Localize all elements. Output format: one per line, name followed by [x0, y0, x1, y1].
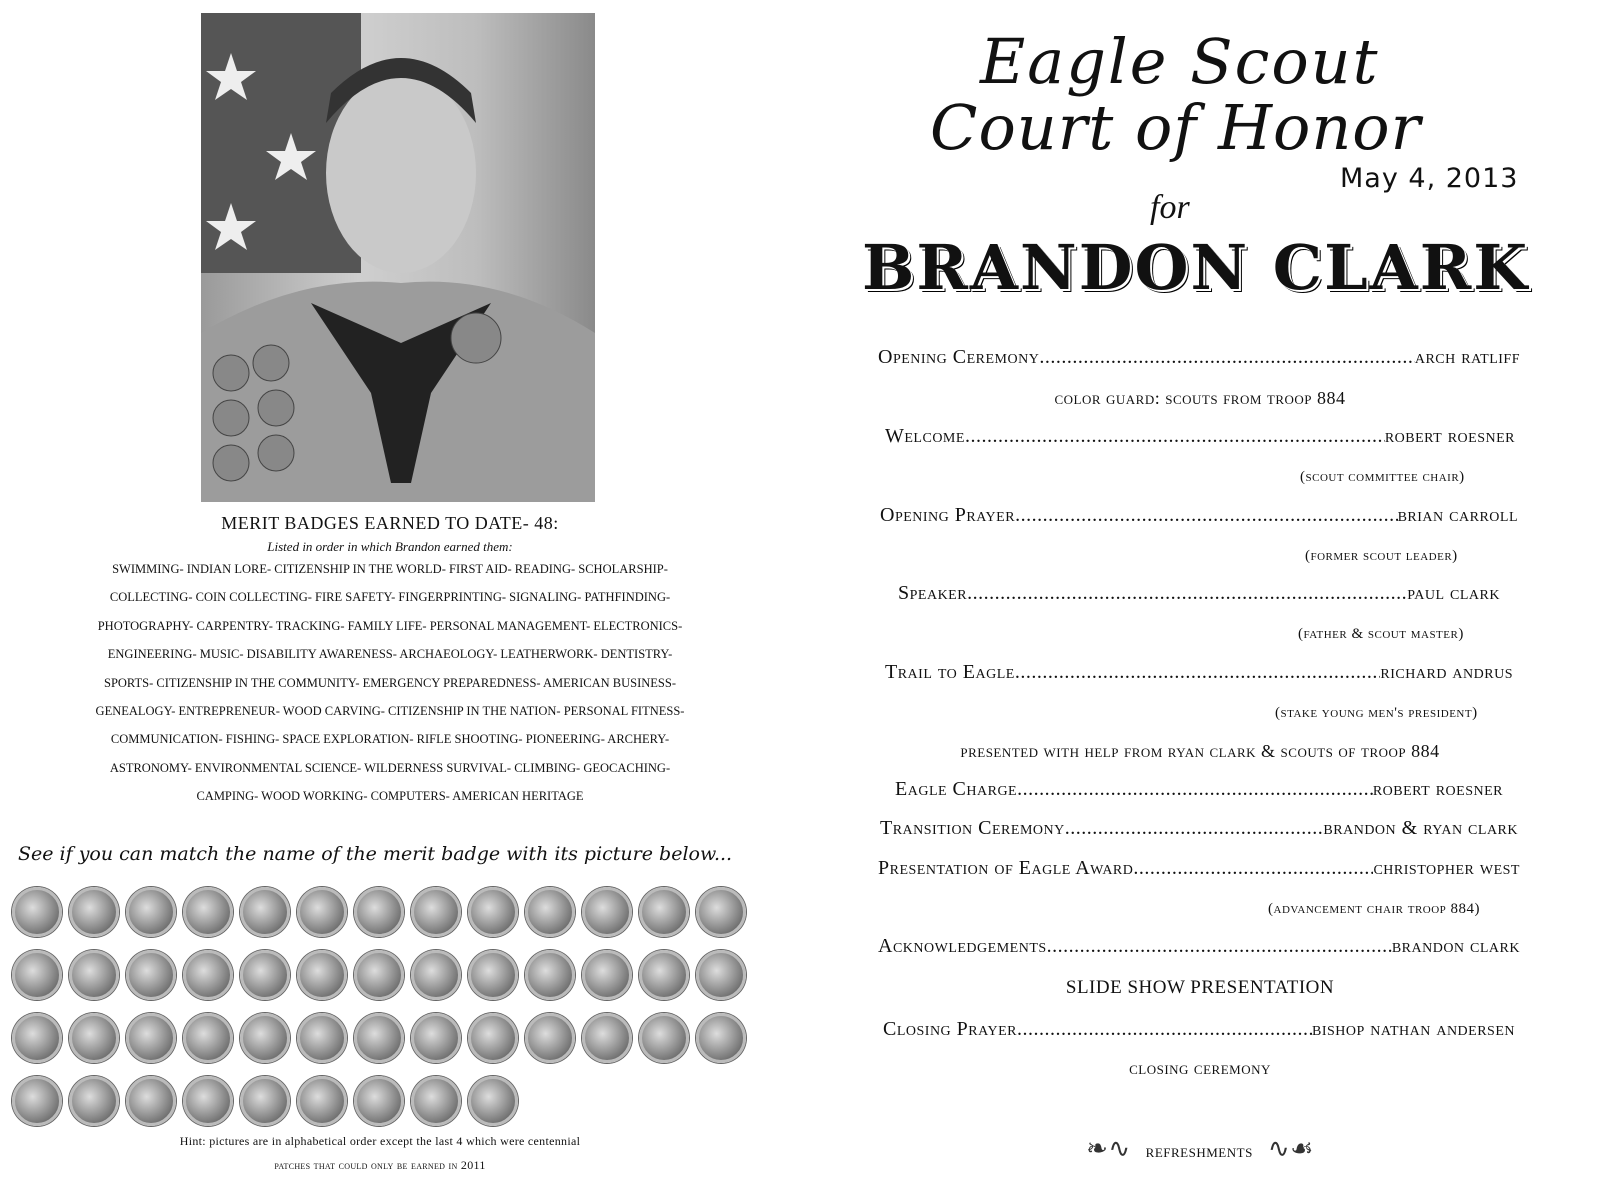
note-slideshow: SLIDE SHOW PRESENTATION [1065, 977, 1335, 998]
merit-badge-patch [126, 950, 176, 1000]
merit-badge-patch [582, 887, 632, 937]
program-person: bishop nathan andersen [1311, 1018, 1515, 1040]
merit-badge-patch [183, 950, 233, 1000]
program-item: Acknowledgements [878, 935, 1047, 957]
program-item: Speaker [898, 582, 968, 604]
program-row [898, 580, 1500, 606]
merit-badge-patch [240, 887, 290, 937]
merit-badges-title: MERIT BADGES EARNED TO DATE- 48: [221, 513, 559, 533]
merit-badge-patch [69, 950, 119, 1000]
program-item: Welcome [885, 425, 965, 447]
program-person: paul clark [1407, 582, 1500, 604]
for-script: for [1150, 189, 1190, 226]
badge-line: ASTRONOMY- ENVIRONMENTAL SCIENCE- WILDERNESS SURVIVAL- CLIMBING- GEOCACHING- [109, 760, 671, 775]
badge-line: PHOTOGRAPHY- CARPENTRY- TRACKING- FAMILY LIFE- PERSONAL MANAGEMENT- ELECTRONICS- [97, 618, 683, 633]
merit-badge-patch [240, 1076, 290, 1126]
program-person: brandon & ryan clark [1323, 817, 1518, 839]
program-item: Opening Prayer [880, 504, 1016, 526]
badge-pictures-grid [12, 880, 762, 1132]
merit-badge-patch [525, 1013, 575, 1063]
merit-badge-patch [468, 887, 518, 937]
note-advancement: (advancement chair troop 884) [1268, 901, 1481, 917]
merit-badge-patch [411, 1013, 461, 1063]
program-person: brandon clark [1391, 935, 1520, 957]
program-person: christopher west [1373, 857, 1520, 879]
merit-badge-patch [183, 1076, 233, 1126]
merit-badge-patch [582, 950, 632, 1000]
program-row [885, 659, 1513, 685]
merit-badge-patch [12, 1013, 62, 1063]
program-row [878, 855, 1520, 881]
merit-badge-patch [354, 950, 404, 1000]
program-item: Eagle Charge [895, 778, 1018, 800]
merit-badge-patch [69, 887, 119, 937]
merit-badge-patch [183, 887, 233, 937]
note-color-guard: color guard: scouts from troop 884 [1054, 388, 1346, 408]
merit-badge-patch [240, 950, 290, 1000]
merit-badge-patch [468, 1013, 518, 1063]
merit-badge-patch [240, 1013, 290, 1063]
program-person: brian carroll [1397, 504, 1518, 526]
merit-badge-patch [297, 950, 347, 1000]
merit-badge-patch [354, 1013, 404, 1063]
note-former: (former scout leader) [1305, 548, 1458, 564]
flourish-ornament-icon: ∿☙ [1267, 1134, 1314, 1163]
merit-badge-patch [69, 1013, 119, 1063]
flourish-ornament-icon: ❧∿ [1086, 1134, 1131, 1163]
note-presented: presented with help from ryan clark & scouts of troop 884 [960, 741, 1440, 761]
badge-row [12, 943, 762, 1006]
badge-line: CAMPING- WOOD WORKING- COMPUTERS- AMERICAN HERITAGE [196, 789, 584, 804]
merit-badge-list [20, 560, 760, 816]
merit-badge-patch [354, 887, 404, 937]
program-item: Presentation of Eagle Award [878, 857, 1134, 879]
merit-badge-patch [525, 950, 575, 1000]
program-person: arch ratliff [1414, 346, 1520, 368]
scout-portrait-photo [201, 13, 595, 502]
refreshments-label: refreshments [1145, 1141, 1253, 1161]
refreshments-line [840, 1134, 1560, 1166]
merit-badge-patch [468, 1076, 518, 1126]
program-item: Trail to Eagle [885, 661, 1015, 683]
program-item: Transition Ceremony [880, 817, 1065, 839]
badge-line: SPORTS- CITIZENSHIP IN THE COMMUNITY- EMERGENCY PREPAREDNESS- AMERICAN BUSINESS- [104, 675, 676, 690]
merit-badges-subtitle: Listed in order in which Brandon earned them: [267, 539, 513, 554]
program-item: Closing Prayer [883, 1018, 1017, 1040]
merit-badge-patch [468, 950, 518, 1000]
merit-badge-patch [639, 1013, 689, 1063]
merit-badge-patch [354, 1076, 404, 1126]
merit-badge-patch [411, 887, 461, 937]
badge-line: ENGINEERING- MUSIC- DISABILITY AWARENESS- ARCHAEOLOGY- LEATHERWORK- DENTISTRY- [107, 647, 673, 662]
merit-badge-patch [696, 887, 746, 937]
merit-badge-patch [12, 950, 62, 1000]
merit-badge-patch [126, 887, 176, 937]
program-row [883, 1016, 1515, 1042]
program-row [880, 815, 1518, 841]
title-court-of-honor: Court of Honor [930, 91, 1422, 164]
hint-line-1: Hint: pictures are in alphabetical order except the last 4 which were centennial [179, 1134, 581, 1148]
program-row [885, 423, 1515, 449]
merit-badge-patch [582, 1013, 632, 1063]
note-stake: (stake young men's president) [1275, 705, 1478, 721]
note-closing: closing ceremony [1129, 1058, 1271, 1078]
merit-badge-patch [639, 887, 689, 937]
merit-badge-patch [126, 1076, 176, 1126]
merit-badge-patch [696, 950, 746, 1000]
program-row [878, 344, 1520, 370]
badge-line: COMMUNICATION- FISHING- SPACE EXPLORATION- RIFLE SHOOTING- PIONEERING- ARCHERY- [110, 732, 670, 747]
merit-badge-patch [411, 1076, 461, 1126]
note-father: (father & scout master) [1298, 626, 1464, 642]
note-committee: (scout committee chair) [1300, 469, 1465, 485]
program-row [878, 933, 1520, 959]
match-prompt: See if you can match the name of the merit badge with its picture below... [18, 843, 733, 865]
merit-badge-patch [696, 1013, 746, 1063]
merit-badge-patch [297, 1076, 347, 1126]
merit-badge-patch [12, 887, 62, 937]
merit-badge-patch [126, 1013, 176, 1063]
badge-row [12, 880, 762, 943]
title-eagle-scout: Eagle Scout [980, 25, 1380, 98]
badge-row [12, 1069, 762, 1132]
badge-line: SWIMMING- INDIAN LORE- CITIZENSHIP IN THE WORLD- FIRST AID- READING- SCHOLARSHIP- [112, 562, 668, 576]
badge-line: COLLECTING- COIN COLLECTING- FIRE SAFETY- FINGERPRINTING- SIGNALING- PATHFINDING- [109, 590, 671, 605]
merit-badge-patch [69, 1076, 119, 1126]
merit-badge-patch [12, 1076, 62, 1126]
program-person: robert roesner [1384, 425, 1515, 447]
program-item: Opening Ceremony [878, 346, 1040, 368]
program-row [895, 776, 1503, 802]
program-row [880, 502, 1518, 528]
merit-badge-patch [639, 950, 689, 1000]
merit-badge-patch [183, 1013, 233, 1063]
honoree-name: BRANDON CLARK [862, 231, 1530, 304]
merit-badge-patch [297, 1013, 347, 1063]
event-date: May 4, 2013 [1340, 163, 1519, 194]
merit-badge-patch [297, 887, 347, 937]
hint-line-2: patches that could only be earned in 2011 [274, 1158, 486, 1172]
program-person: robert roesner [1372, 778, 1503, 800]
program-person: richard andrus [1380, 661, 1513, 683]
merit-badge-patch [411, 950, 461, 1000]
merit-badge-patch [525, 887, 575, 937]
badge-line: GENEALOGY- ENTREPRENEUR- WOOD CARVING- CITIZENSHIP IN THE NATION- PERSONAL FITNESS- [95, 703, 685, 718]
badge-row [12, 1006, 762, 1069]
